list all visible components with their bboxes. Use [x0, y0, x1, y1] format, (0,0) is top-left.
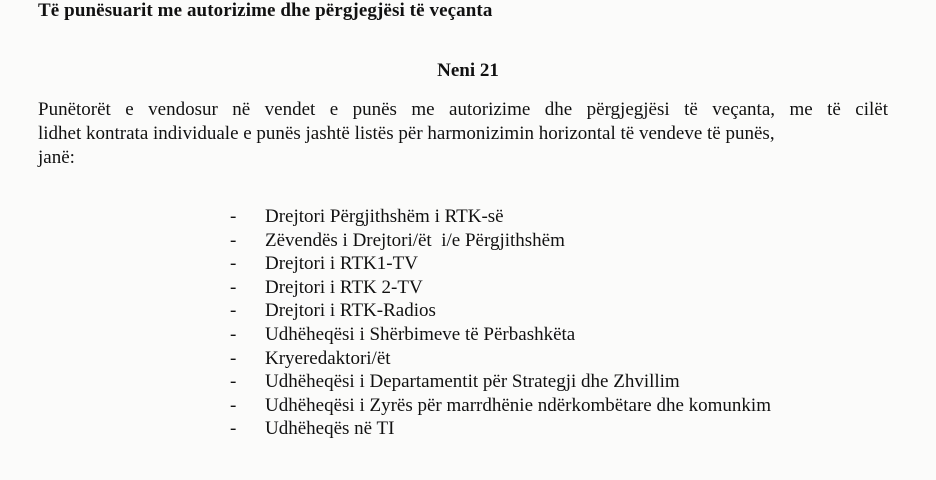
- list-dash: -: [230, 206, 237, 227]
- list-item-text: Udhëheqësi i Shërbimeve të Përbashkëta: [265, 323, 576, 345]
- paragraph-line: lidhet kontrata individuale e punës jashtë listës për harmonizimin horizontal të vendeve të punës,: [38, 123, 775, 144]
- paragraph-line: Punëtorët e vendosur në vendet e punës me autorizime dhe përgjegjësi të veçanta, me të cilët: [38, 99, 888, 120]
- list-item: [228, 276, 771, 300]
- list-item-text: Udhëheqësi i Departamentit për Strategji dhe Zhvillim: [265, 371, 680, 393]
- list-item-text: Drejtori i RTK-Radios: [265, 300, 436, 322]
- list-item: [228, 252, 771, 276]
- list-item: [228, 205, 771, 229]
- list-dash: -: [230, 229, 237, 251]
- list-dash: -: [230, 323, 237, 345]
- list-dash: -: [230, 347, 237, 369]
- list-item-text: Kryeredaktori/ët: [265, 347, 391, 369]
- list-item-text: Zëvendës i Drejtori/ët i/e Përgjithshëm: [265, 229, 565, 251]
- list-item: [228, 229, 771, 253]
- list-item: [228, 299, 771, 323]
- list-dash: -: [230, 300, 237, 322]
- list-dash: -: [230, 371, 237, 393]
- positions-list: [228, 205, 771, 441]
- list-dash: -: [230, 418, 237, 440]
- list-item-text: Udhëheqësi i Zyrës për marrdhënie ndërkombëtare dhe komunkim: [265, 394, 771, 416]
- list-dash: -: [230, 394, 237, 416]
- list-item: [228, 417, 771, 441]
- list-dash: -: [230, 276, 237, 298]
- paragraph-line: janë:: [38, 147, 75, 168]
- article-paragraph: [38, 98, 888, 170]
- list-item: [228, 347, 771, 371]
- list-item-text: Drejtori i RTK1-TV: [265, 253, 418, 275]
- list-item-text: Drejtori i RTK 2-TV: [265, 276, 423, 298]
- list-item: [228, 394, 771, 418]
- list-item: [228, 323, 771, 347]
- list-dash: -: [230, 253, 237, 275]
- list-item-text: Drejtori Përgjithshëm i RTK-së: [265, 206, 504, 227]
- list-item-text: Udhëheqës në TI: [265, 418, 395, 440]
- section-heading: Të punësuarit me autorizime dhe përgjegjësi të veçanta: [38, 0, 493, 21]
- article-title: Neni 21: [437, 60, 499, 81]
- list-item: [228, 370, 771, 394]
